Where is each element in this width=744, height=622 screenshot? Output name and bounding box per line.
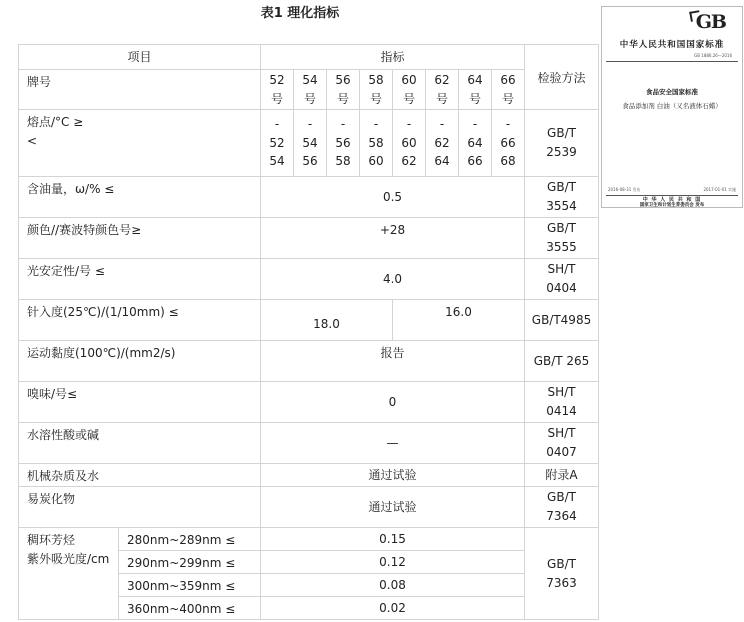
grade-cell: 58 号 xyxy=(360,70,393,110)
grade-label: 牌号 xyxy=(19,70,261,110)
penetration-value-a: 18.0 xyxy=(261,300,393,341)
light-stability-value: 4.0 xyxy=(261,259,525,300)
melting-point-method: GB/T 2539 xyxy=(525,110,599,177)
grade-cell: 66 号 xyxy=(492,70,525,110)
odor-row xyxy=(19,382,599,423)
aromatics-value: 0.12 xyxy=(261,551,525,574)
oil-content-method: GB/T 3554 xyxy=(525,177,599,218)
oil-content-row xyxy=(19,177,599,218)
grade-cell: 56 号 xyxy=(327,70,360,110)
impurity-value: 通过试验 xyxy=(261,464,525,487)
melting-point-label: 熔点/°C ≥ < xyxy=(19,110,261,177)
acid-alkali-value: — xyxy=(261,423,525,464)
grade-cell: 52 号 xyxy=(261,70,294,110)
grade-cell: 64 号 xyxy=(459,70,492,110)
light-stability-row xyxy=(19,259,599,300)
header-method: 检验方法 xyxy=(525,45,599,110)
light-stability-label: 光安定性/号 ≤ xyxy=(19,259,261,300)
aromatics-value: 0.08 xyxy=(261,574,525,597)
cover-divider xyxy=(606,61,738,62)
aromatics-label: 稠环芳烃 紫外吸光度/cm xyxy=(19,528,119,620)
header-item: 项目 xyxy=(19,45,261,70)
melting-point-cell: - 58 60 xyxy=(360,110,393,177)
aromatics-range: 280nm~289nm ≤ xyxy=(119,528,261,551)
cover-publisher: 中 华 人 民 共 和 国 xyxy=(642,197,702,203)
odor-label: 嗅味/号≤ xyxy=(19,382,261,423)
melting-point-cell: - 52 54 xyxy=(261,110,294,177)
grade-cell: 60 号 xyxy=(393,70,426,110)
melting-point-cell: - 62 64 xyxy=(426,110,459,177)
melting-point-cell: - 60 62 xyxy=(393,110,426,177)
melting-point-cell: - 66 68 xyxy=(492,110,525,177)
grade-cell: 62 号 xyxy=(426,70,459,110)
header-indicator: 指标 xyxy=(261,45,525,70)
acid-alkali-method: SH/T 0407 xyxy=(525,423,599,464)
viscosity-row xyxy=(19,341,599,382)
cover-standard-name: 中华人民共和国国家标准 xyxy=(619,40,725,50)
aromatics-range: 290nm~299nm ≤ xyxy=(119,551,261,574)
odor-method: SH/T 0414 xyxy=(525,382,599,423)
standard-cover-thumbnail[interactable] xyxy=(601,6,743,208)
cover-code: GB 1886.26—2016 xyxy=(694,53,732,58)
table-title: 表1 理化指标 xyxy=(260,6,340,21)
penetration-value-b: 16.0 xyxy=(393,300,525,341)
aromatics-value: 0.15 xyxy=(261,528,525,551)
melting-point-cell: - 56 58 xyxy=(327,110,360,177)
carbonizable-row xyxy=(19,487,599,528)
viscosity-label: 运动黏度(100℃)/(mm2/s) xyxy=(19,341,261,382)
penetration-row xyxy=(19,300,599,341)
acid-alkali-row xyxy=(19,423,599,464)
acid-alkali-label: 水溶性酸或碱 xyxy=(19,423,261,464)
melting-point-row xyxy=(19,110,599,177)
penetration-label: 针入度(25℃)/(1/10mm) ≤ xyxy=(19,300,261,341)
cover-subtitle: 食品添加剂 白油（又名液体石蜡） xyxy=(622,102,722,110)
oil-content-value: 0.5 xyxy=(261,177,525,218)
carbonizable-method: GB/T 7364 xyxy=(525,487,599,528)
aromatics-range: 300nm~359nm ≤ xyxy=(119,574,261,597)
header-row xyxy=(19,45,599,70)
oil-content-label: 含油量，ω/% ≤ xyxy=(19,177,261,218)
color-label: 颜色//赛波特颜色号≥ xyxy=(19,218,261,259)
aromatics-method: GB/T 7363 xyxy=(525,528,599,620)
light-stability-method: SH/T 0404 xyxy=(525,259,599,300)
impurity-label: 机械杂质及水 xyxy=(19,464,261,487)
carbonizable-label: 易炭化物 xyxy=(19,487,261,528)
color-row xyxy=(19,218,599,259)
gb-logo: GB xyxy=(695,11,726,33)
aromatics-range: 360nm~400nm ≤ xyxy=(119,597,261,620)
cover-subtitle: 食品安全国家标准 xyxy=(646,88,698,96)
melting-point-cell: - 64 66 xyxy=(459,110,492,177)
viscosity-value: 报告 xyxy=(261,341,525,382)
grade-row xyxy=(19,70,599,110)
carbonizable-value: 通过试验 xyxy=(261,487,525,528)
impurity-row xyxy=(19,464,599,487)
color-value: +28 xyxy=(261,218,525,259)
penetration-method: GB/T4985 xyxy=(525,300,599,341)
aromatics-row xyxy=(19,528,599,551)
physicochemical-table xyxy=(18,44,599,620)
viscosity-method: GB/T 265 xyxy=(525,341,599,382)
impurity-method: 附录A xyxy=(525,464,599,487)
color-method: GB/T 3555 xyxy=(525,218,599,259)
cover-publisher: 国家卫生和计划生育委员会 发布 xyxy=(639,203,705,208)
cover-issue-date: 2016-08-31 发布 xyxy=(608,187,641,192)
odor-value: 0 xyxy=(261,382,525,423)
grade-cell: 54 号 xyxy=(294,70,327,110)
aromatics-value: 0.02 xyxy=(261,597,525,620)
cover-impl-date: 2017-01-01 实施 xyxy=(703,187,736,192)
melting-point-cell: - 54 56 xyxy=(294,110,327,177)
